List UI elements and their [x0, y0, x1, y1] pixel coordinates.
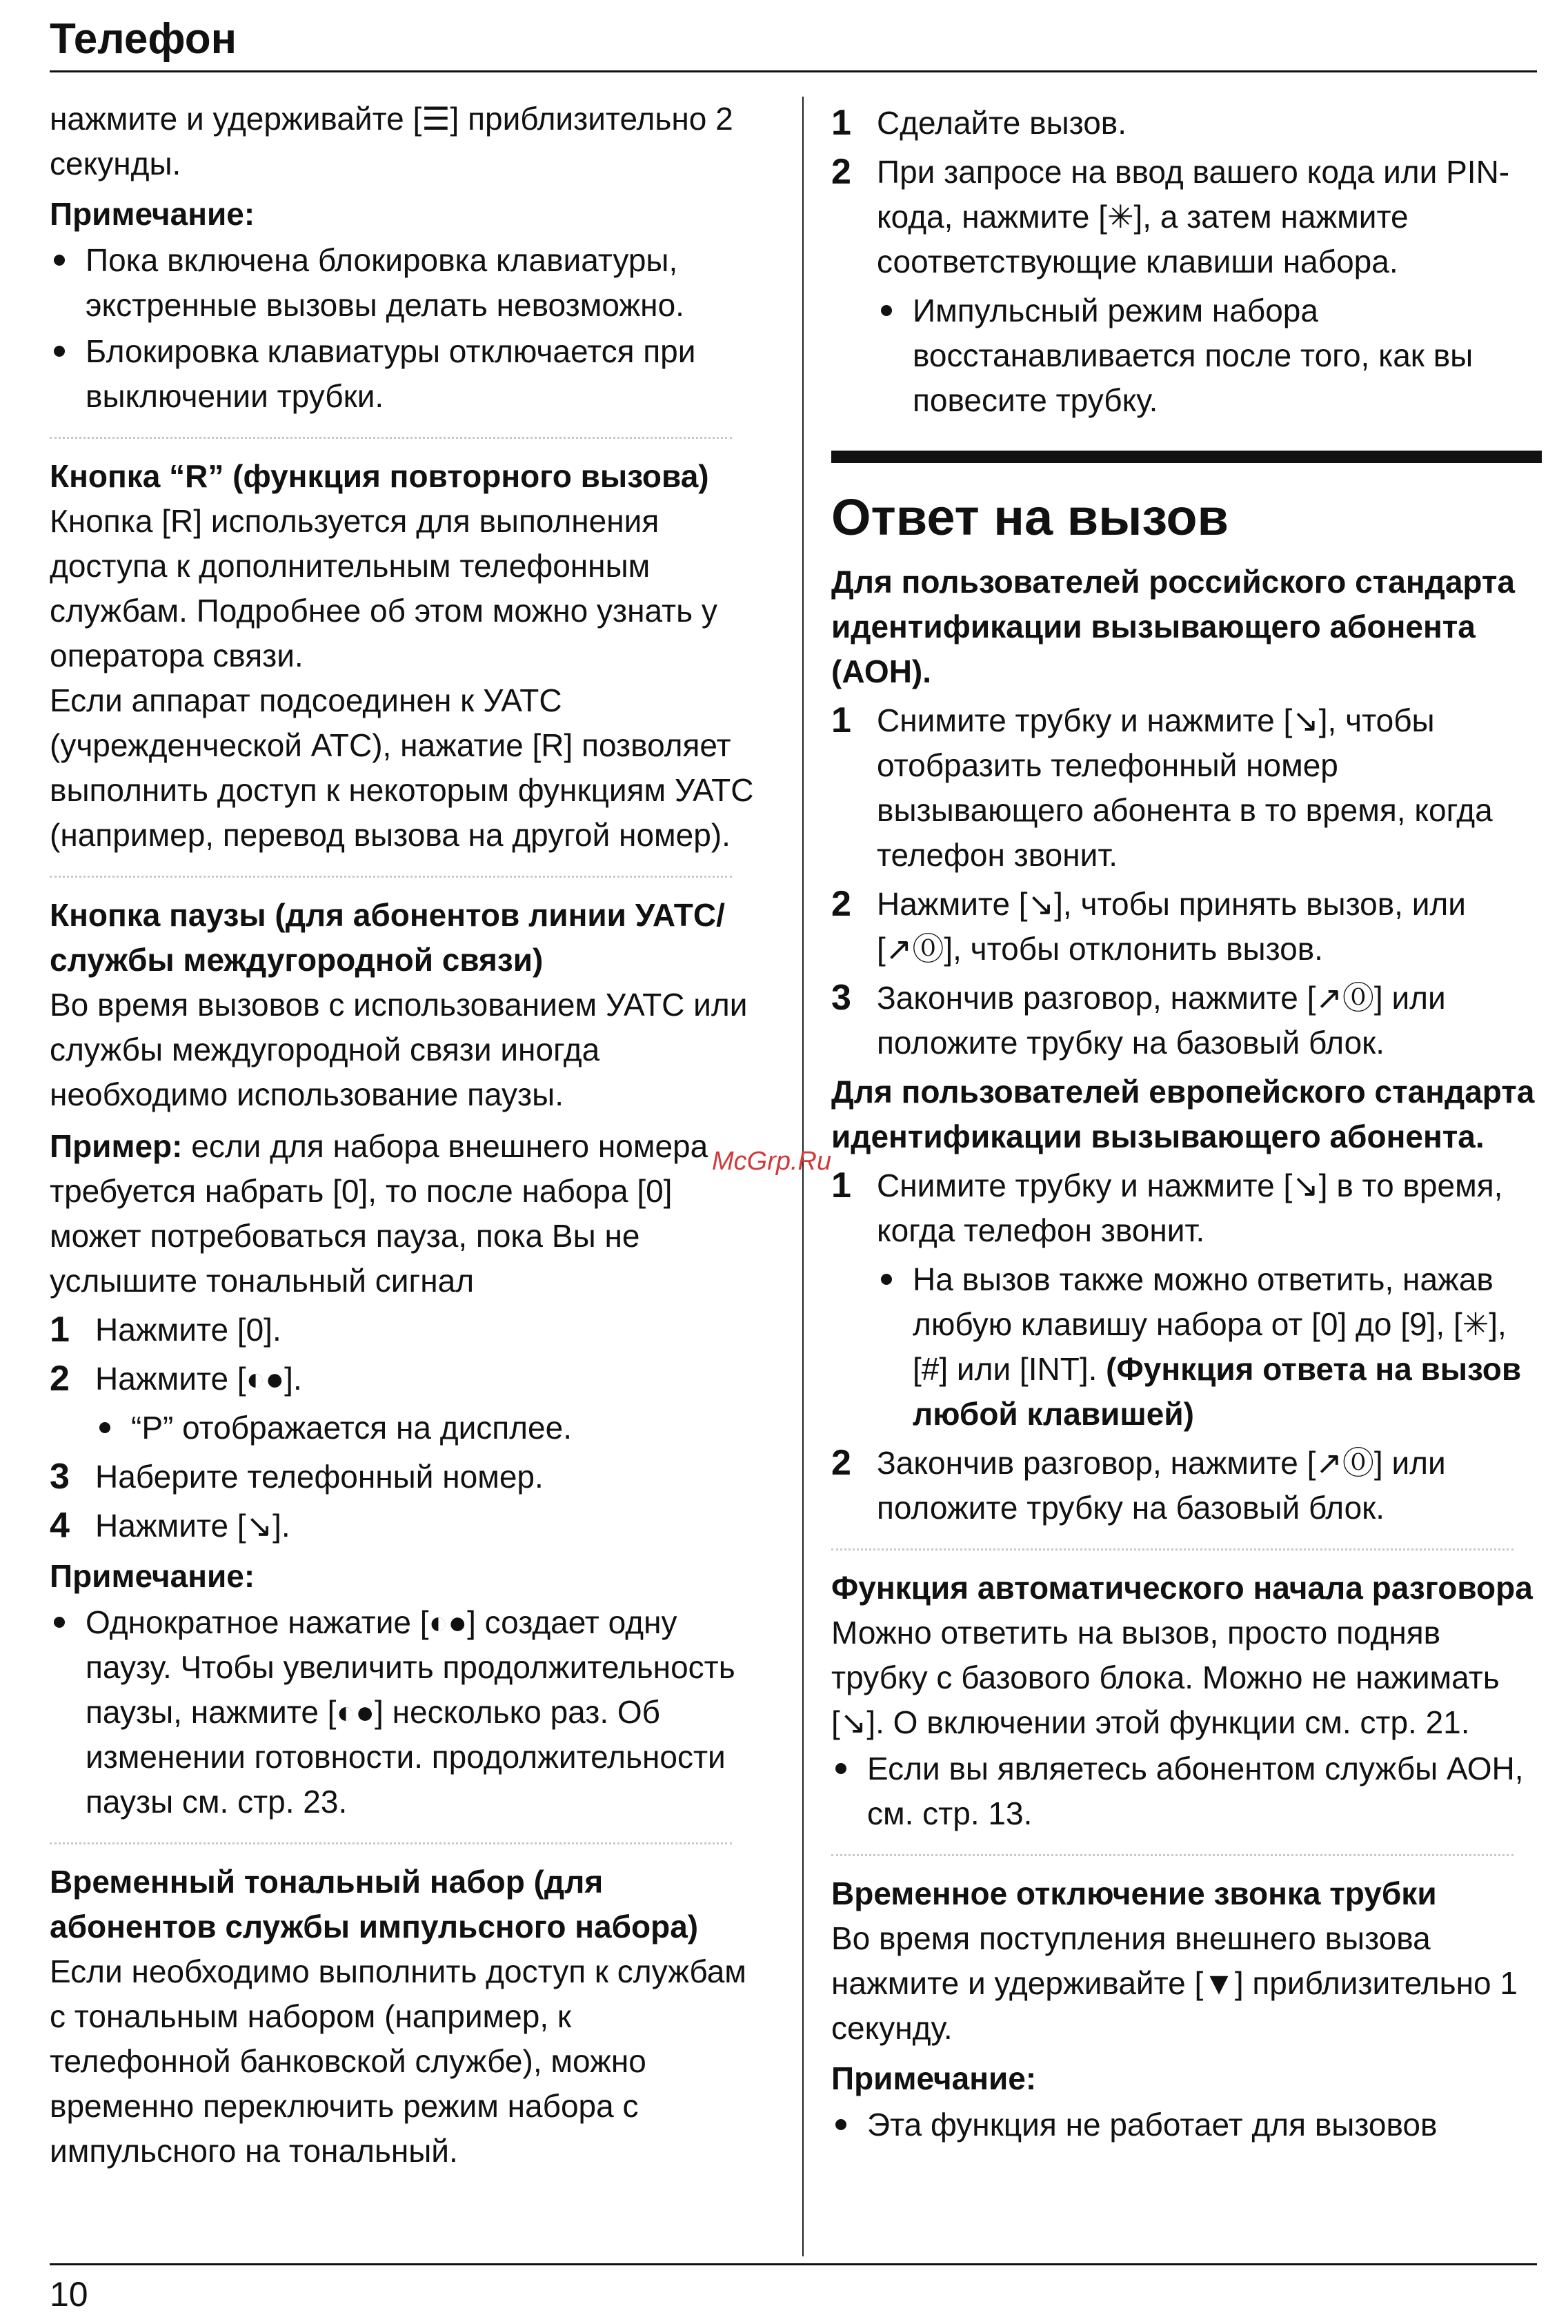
- step-text: Наберите телефонный номер.: [95, 1459, 544, 1495]
- section-bar: [831, 451, 1542, 463]
- step-item: [831, 1163, 1542, 1253]
- section-separator: [50, 437, 732, 439]
- note-bullet: Блокировка клавиатуры отключается при выключении трубки.: [50, 329, 760, 419]
- auto-talk-paragraph: Можно ответить на вызов, просто подняв трубку с базового блока. Можно не нажимать [↘]. О включении этой функции см. стр. 21.: [831, 1615, 1500, 1740]
- step-text: Снимите трубку и нажмите [↘], чтобы отобразить телефонный номер вызывающего абонента в то время, когда телефон звонит.: [877, 702, 1493, 873]
- example-paragraph: [50, 1124, 760, 1303]
- step-number: 2: [831, 1443, 851, 1483]
- step-item: [831, 698, 1542, 878]
- r-button-paragraph: Кнопка [R] используется для выполнения доступа к дополнительным телефонным службам. Подробнее об этом можно узнать у оператора связи.: [50, 503, 717, 673]
- ringer-off-heading: Временное отключение звонка трубки: [831, 1875, 1437, 1911]
- step-item: [831, 1441, 1542, 1530]
- step-item: [50, 1357, 760, 1401]
- step-text: Сделайте вызов.: [877, 105, 1127, 141]
- step-bullet: “P” отображается на дисплее.: [95, 1406, 760, 1450]
- tone-dial-heading: Временный тональный набор (для абонентов службы импульсного набора): [50, 1864, 699, 1944]
- section-title: Ответ на вызов: [831, 489, 1229, 546]
- step-text: При запросе на ввод вашего кода или PIN-кода, нажмите [✳], а затем нажмите соответствующие клавиши набора.: [877, 154, 1510, 279]
- section-separator: [831, 1548, 1514, 1550]
- step-item: [831, 882, 1542, 972]
- section-separator: [50, 876, 732, 878]
- step-bullet: [877, 1257, 1542, 1437]
- example-text: если для набора внешнего номера требуется набрать [0], то после набора [0] может потребоваться пауза, пока Вы не услышите тональный сигнал: [50, 1128, 708, 1299]
- step-number: 2: [831, 152, 851, 192]
- ru-standard-heading: Для пользователей российского стандарта идентификации вызывающего абонента (АОН).: [831, 564, 1515, 689]
- ringer-off-paragraph: Во время поступления внешнего вызова нажмите и удерживайте [▼] приблизительно 1 секунду.: [831, 1920, 1518, 2046]
- auto-talk-bullet: Если вы являетесь абонентом службы АОН, см. стр. 13.: [831, 1746, 1542, 1836]
- note-label: Примечание:: [50, 196, 255, 232]
- r-button-heading: Кнопка “R” (функция повторного вызова): [50, 458, 709, 494]
- tone-dial-paragraph: Если необходимо выполнить доступ к службам с тональным набором (например, к телефонной банковской службе), можно временно переключить режим набора с импульсного на тональный.: [50, 1953, 746, 2169]
- footer-rule: [50, 2263, 1537, 2265]
- any-key-answer-bold: (Функция ответа на вызов любой клавишей): [913, 1351, 1522, 1432]
- step-bullet: Импульсный режим набора восстанавливается после того, как вы повесите трубку.: [877, 288, 1542, 423]
- watermark: McGrp.Ru: [712, 1147, 832, 1176]
- step-text: Нажмите [↘].: [95, 1508, 290, 1544]
- left-column: [50, 97, 760, 2174]
- pause-paragraph: Во время вызовов с использованием УАТС или службы междугородной связи иногда необходимо использование паузы.: [50, 987, 748, 1112]
- section-separator: [50, 1842, 732, 1844]
- step-number: 3: [831, 978, 851, 1018]
- step-item: [50, 1455, 760, 1499]
- example-label: Пример:: [50, 1128, 183, 1164]
- step-number: 4: [50, 1506, 70, 1546]
- step-item: [50, 1308, 760, 1352]
- step-number: 2: [50, 1359, 70, 1399]
- step-item: [50, 1504, 760, 1548]
- step-text: Закончив разговор, нажмите [↗⓪] или положите трубку на базовый блок.: [877, 980, 1446, 1061]
- step-number: 1: [50, 1310, 70, 1350]
- note-label: Примечание:: [50, 1558, 255, 1594]
- step-number: 3: [50, 1457, 70, 1497]
- auto-talk-heading: Функция автоматического начала разговора: [831, 1570, 1533, 1606]
- step-item: [831, 976, 1542, 1065]
- header-rule: [50, 70, 1537, 72]
- note-bullet: Эта функция не работает для вызовов: [831, 2103, 1542, 2147]
- note-label: Примечание:: [831, 2060, 1037, 2096]
- step-item: [831, 150, 1542, 284]
- intro-text: нажмите и удерживайте [☰] приблизительно 2 секунды.: [50, 101, 733, 181]
- eu-standard-heading: Для пользователей европейского стандарта идентификации вызывающего абонента.: [831, 1074, 1535, 1154]
- note-bullet: Однократное нажатие [◐●] создает одну паузу. Чтобы увеличить продолжительность паузы, нажмите [◐●] несколько раз. Об изменении готовности. продолжительности паузы см. стр. 23.: [50, 1600, 760, 1824]
- step-text: Нажмите [0].: [95, 1312, 281, 1348]
- page-header-title: Телефон: [50, 15, 237, 63]
- step-text: Закончив разговор, нажмите [↗⓪] или положите трубку на базовый блок.: [877, 1445, 1446, 1526]
- right-column: [831, 97, 1542, 2149]
- step-text: Нажмите [◐●].: [95, 1361, 302, 1397]
- r-button-paragraph-pbx: Если аппарат подсоединен к УАТС (учрежденческой АТС), нажатие [R] позволяет выполнить доступ к некоторым функциям УАТС (например, перевод вызова на другой номер).: [50, 682, 754, 853]
- step-number: 1: [831, 103, 851, 143]
- step-text: Снимите трубку и нажмите [↘] в то время, когда телефон звонит.: [877, 1168, 1503, 1248]
- step-number: 1: [831, 700, 851, 740]
- step-number: 2: [831, 884, 851, 924]
- any-key-answer-text: На вызов также можно ответить, нажав любую клавишу набора от [0] до [9], [✳], [#] или [INT].: [913, 1261, 1507, 1387]
- pause-heading: Кнопка паузы (для абонентов линии УАТС/ службы междугородной связи): [50, 897, 725, 978]
- note-bullet: Пока включена блокировка клавиатуры, экстренные вызовы делать невозможно.: [50, 238, 760, 328]
- step-item: [831, 101, 1542, 146]
- step-number: 1: [831, 1165, 851, 1205]
- section-separator: [831, 1854, 1514, 1856]
- page-number: 10: [50, 2275, 88, 2314]
- step-text: Нажмите [↘], чтобы принять вызов, или [↗⓪], чтобы отклонить вызов.: [877, 886, 1466, 967]
